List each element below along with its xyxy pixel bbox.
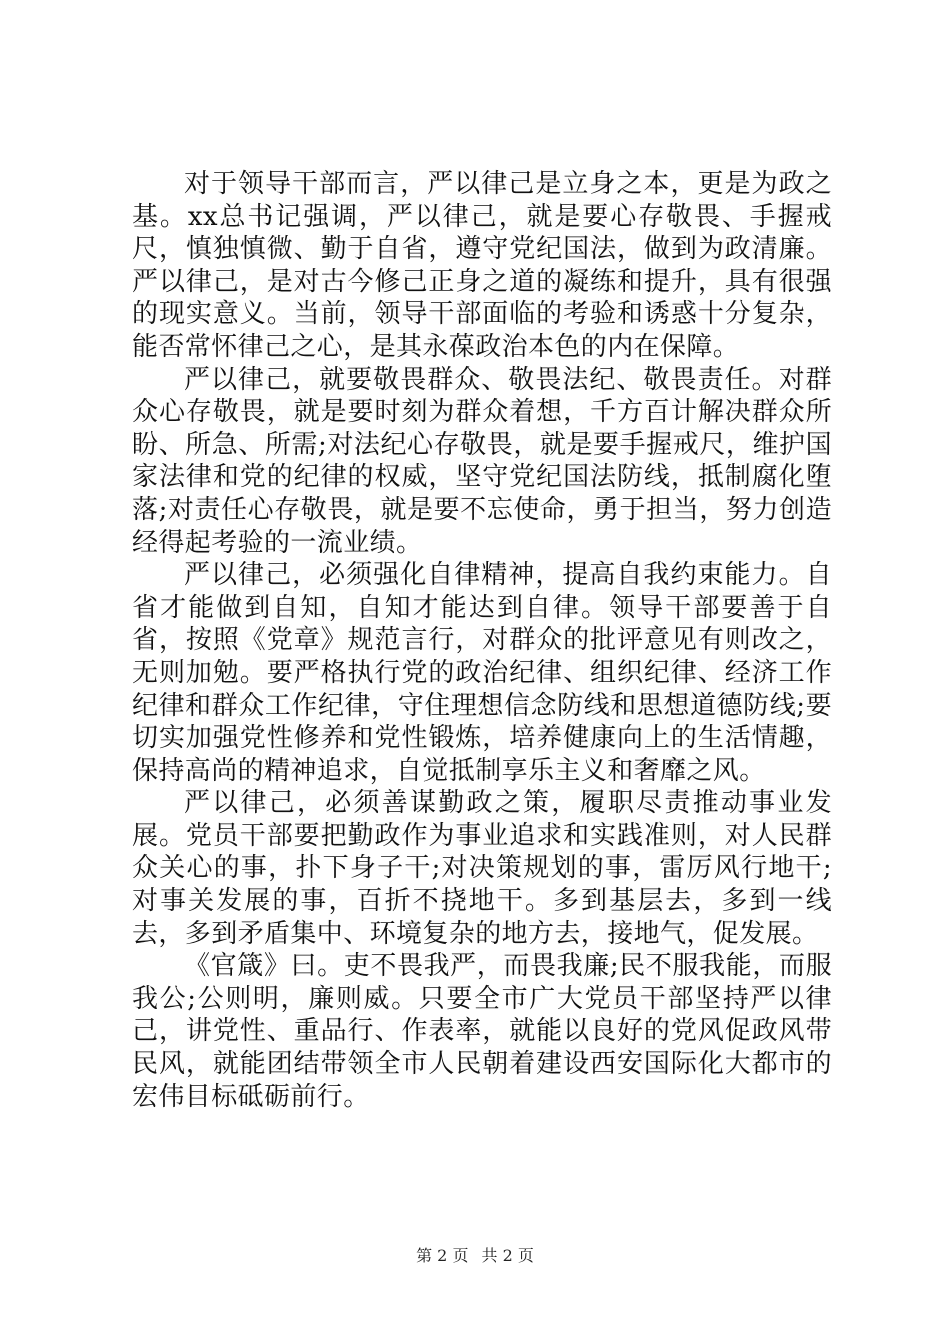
paragraph: 对于领导干部而言，严以律己是立身之本，更是为政之基。xx总书记强调，严以律己，就是要心存敬畏、手握戒尺，慎独慎微、勤于自省，遵守党纪国法，做到为政清廉。严以律己，是对古今修己正身之道的凝练和提升，具有很强的现实意义。当前，领导干部面临的考验和诱惑十分复杂，能否常怀律己之心，是其永葆政治本色的内在保障。	[132, 169, 832, 362]
page-footer	[0, 1245, 950, 1267]
paragraph: 严以律己，必须善谋勤政之策，履职尽责推动事业发展。党员干部要把勤政作为事业追求和实践准则，对人民群众关心的事，扑下身子干;对决策规划的事，雷厉风行地干;对事关发展的事，百折不挠地干。多到基层去，多到一线去，多到矛盾集中、环境复杂的地方去，接地气，促发展。	[132, 788, 832, 949]
document-body	[132, 168, 832, 1113]
paragraph: 严以律己，就要敬畏群众、敬畏法纪、敬畏责任。对群众心存敬畏，就是要时刻为群众着想，千方百计解决群众所盼、所急、所需;对法纪心存敬畏，就是要手握戒尺，维护国家法律和党的纪律的权威，坚守党纪国法防线，抵制腐化堕落;对责任心存敬畏，就是要不忘使命，勇于担当，努力创造经得起考验的一流业绩。	[132, 364, 832, 558]
page-number: 第 2 页	[416, 1246, 469, 1265]
paragraph: 严以律己，必须强化自律精神，提高自我约束能力。自省才能做到自知，自知才能达到自律。领导干部要善于自省，按照《党章》规范言行，对群众的批评意见有则改之，无则加勉。要严格执行党的政治纪律、组织纪律、经济工作纪律和群众工作纪律，守住理想信念防线和思想道德防线;要切实加强党性修养和党性锻炼，培养健康向上的生活情趣，保持高尚的精神追求，自觉抵制享乐主义和奢靡之风。	[132, 560, 832, 786]
page-total: 共 2 页	[481, 1246, 534, 1265]
paragraph: 《官箴》曰。吏不畏我严，而畏我廉;民不服我能，而服我公;公则明，廉则威。只要全市广大党员干部坚持严以律己，讲党性、重品行、作表率，就能以良好的党风促政风带民风，就能团结带领全市人民朝着建设西安国际化大都市的宏伟目标砥砺前行。	[132, 951, 832, 1112]
